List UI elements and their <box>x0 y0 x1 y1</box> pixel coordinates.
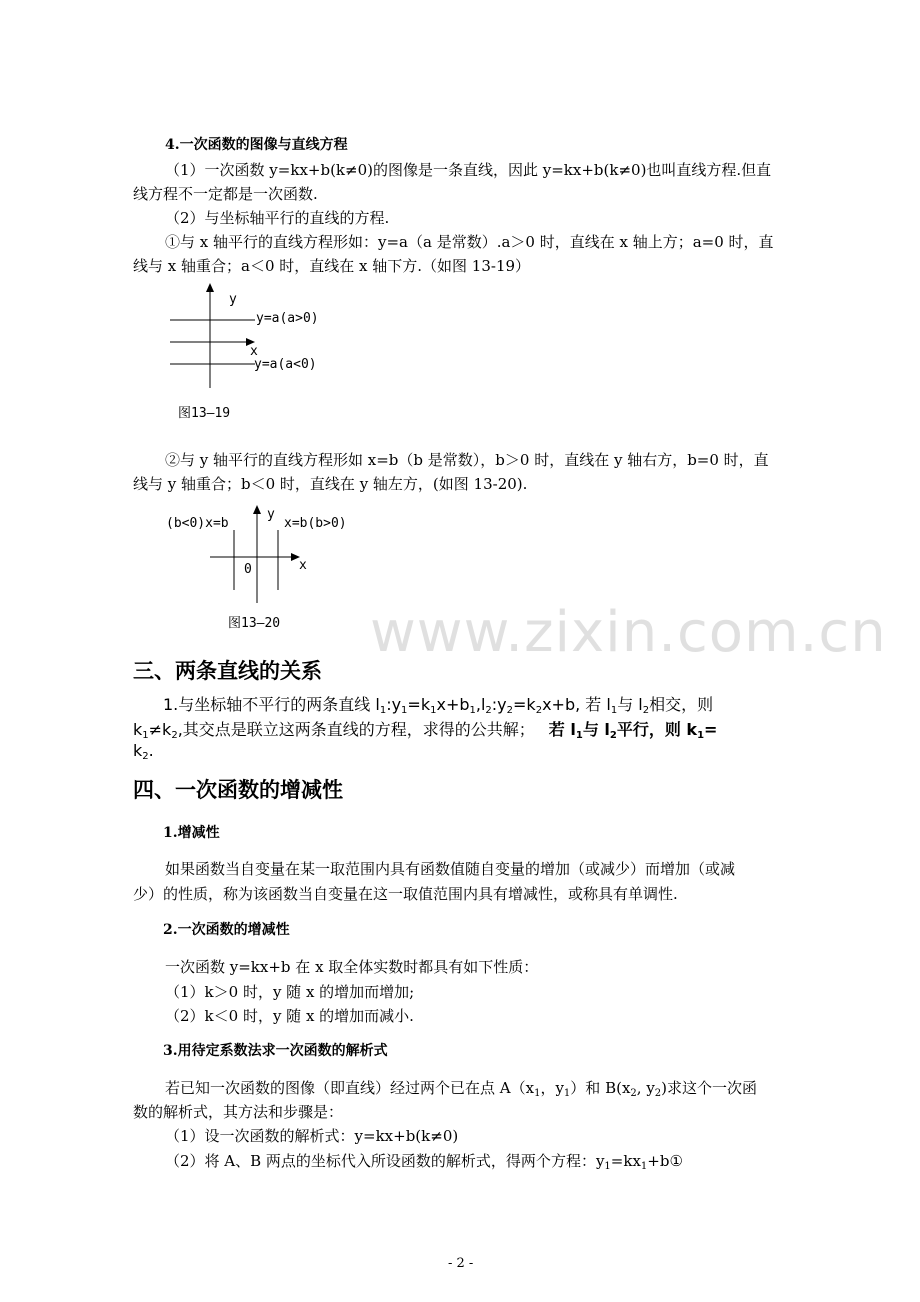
section-three-heading: 三、两条直线的关系 <box>133 659 322 683</box>
relation-line-2: $k_1\ne k_2$,其交点是联立这两条直线的方程，求得的公共解； 若 $l_1$与 $l_2$平行，则 $k_1=$ <box>133 720 718 741</box>
monotonicity-line-1: 如果函数当自变量在某一取范围内具有函数值随自变量的增加（或减少）而增加（或减 <box>165 860 736 878</box>
paragraph-4-line-2: 线与 y 轴重合；b＜0 时，直线在 y 轴左方，(如图 13-20). <box>133 475 528 493</box>
fig1320-x-label: x <box>299 558 307 573</box>
paragraph-4-line-1: ②与 y 轴平行的直线方程形如 x=b（b 是常数），b＞0 时，直线在 y 轴右方，b=0 时，直 <box>165 451 769 469</box>
fig1320-right-line-label: x=b(b>0) <box>284 516 347 531</box>
paragraph-3-line-2: 线与 x 轴重合；a＜0 时，直线在 x 轴下方.（如图 13-19） <box>133 257 531 275</box>
fig1319-top-line-label: y=a(a>0) <box>256 311 319 326</box>
subsection-2-heading: 2.一次函数的增减性 <box>163 922 290 938</box>
paragraph-3-line-1: ①与 x 轴平行的直线方程形如：y=a（a 是常数）.a＞0 时，直线在 x 轴上方；a=0 时，直 <box>165 233 774 251</box>
fig1319-bottom-line-label: y=a(a<0) <box>254 357 317 372</box>
fig1320-caption: 图13—20 <box>228 616 281 631</box>
fig1320-y-label: y <box>267 507 275 522</box>
fig1320-left-line-label: (b<0)x=b <box>166 516 229 531</box>
undetermined-coeff-line-2: 数的解析式，其方法和步骤是： <box>133 1103 344 1121</box>
watermark: www.zixin.com.cn <box>370 600 887 665</box>
y-axis-arrow <box>253 505 261 514</box>
linear-monotonic-case-2: （2）k＜0 时，y 随 x 的增加而减小. <box>165 1007 414 1025</box>
subsection-3-heading: 3.用待定系数法求一次函数的解析式 <box>163 1043 388 1059</box>
relation-line-3: $k_2$. <box>133 741 154 762</box>
fig1319-x-label: x <box>250 344 258 359</box>
y-axis-arrow <box>206 283 214 292</box>
linear-monotonic-intro: 一次函数 y=kx+b 在 x 取全体实数时都具有如下性质： <box>165 958 539 976</box>
section-four-heading: 四、一次函数的增减性 <box>133 778 343 802</box>
section-4-heading: 4.一次函数的图像与直线方程 <box>165 137 348 153</box>
undetermined-coeff-step-1: （1）设一次函数的解析式：y=kx+b(k≠0) <box>165 1127 459 1145</box>
relation-line-1: 1.与坐标轴不平行的两条直线 $l_1:y_1=k_1x+b_1,l_2:y_2=k_2x+b$, 若 $l_1$与 $l_2$相交，则 <box>163 695 714 716</box>
fig1320-origin-label: 0 <box>244 562 252 577</box>
undetermined-coeff-step-2: （2）将 A、B 两点的坐标代入所设函数的解析式，得两个方程：$y_1=kx_1+b①$ <box>165 1152 683 1172</box>
fig1319-y-label: y <box>229 292 237 307</box>
paragraph-1-line-1: （1）一次函数 y=kx+b(k≠0)的图像是一条直线，因此 y=kx+b(k≠0)也叫直线方程.但直 <box>165 161 772 179</box>
paragraph-2: （2）与坐标轴平行的直线的方程. <box>165 209 390 227</box>
undetermined-coeff-line-1: 若已知一次函数的图像（即直线）经过两个已在点 $A(x_1$，$y_1$）和 $B(x_2$, $y_2$)求这个一次函 <box>165 1079 758 1099</box>
monotonicity-line-2: 少）的性质，称为该函数当自变量在这一取值范围内具有增减性，或称具有单调性. <box>133 885 678 903</box>
page-number: - 2 - <box>448 1256 474 1271</box>
paragraph-1-line-2: 线方程不一定都是一次函数. <box>133 185 318 203</box>
fig1319-caption: 图13—19 <box>178 406 231 421</box>
subsection-1-heading: 1.增减性 <box>163 825 220 841</box>
linear-monotonic-case-1: （1）k＞0 时，y 随 x 的增加而增加; <box>165 983 415 1001</box>
